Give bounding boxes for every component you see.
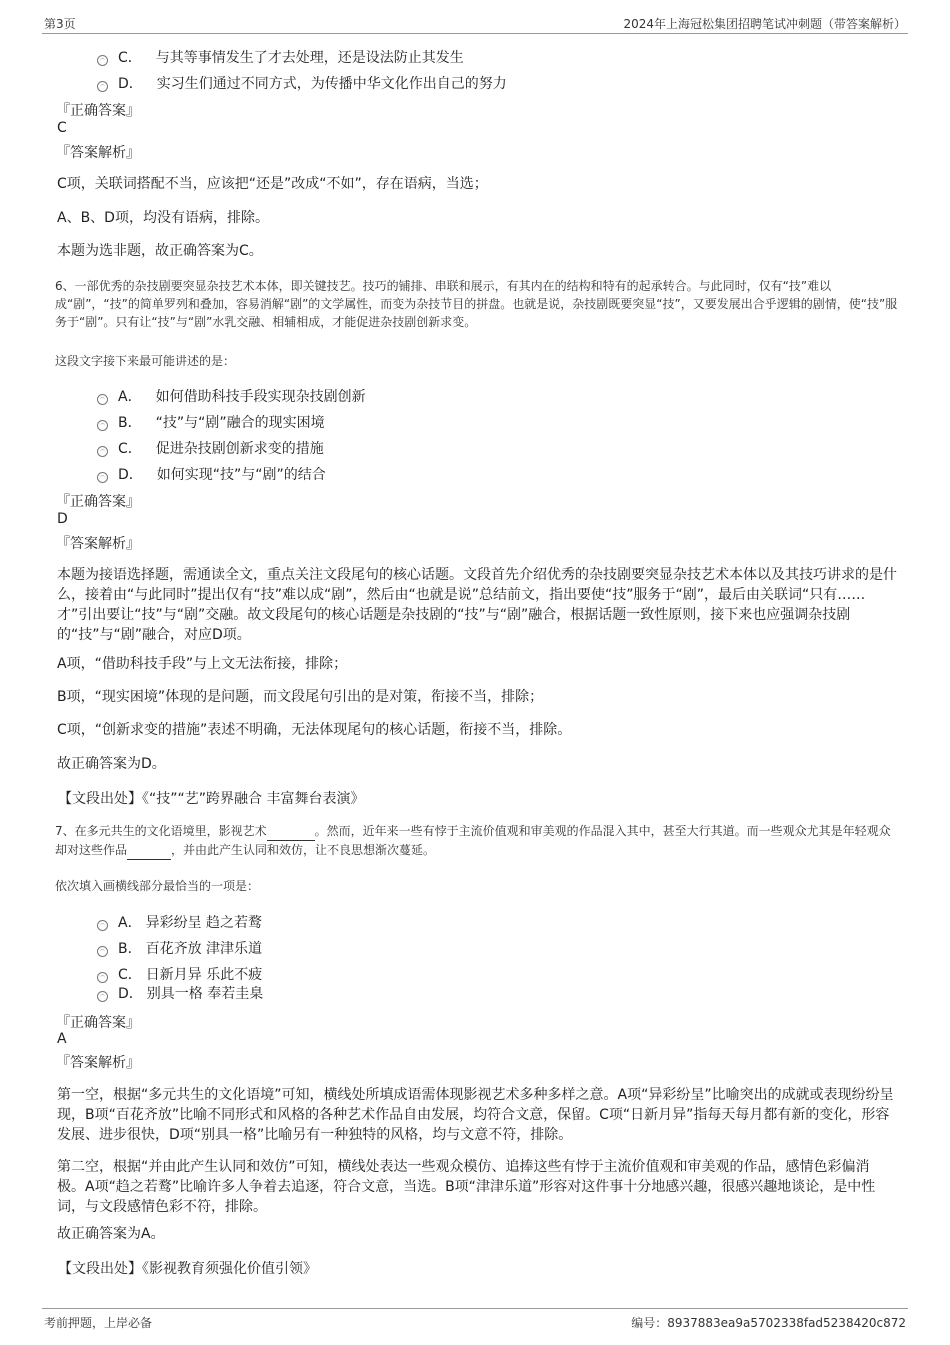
analysis-paragraph: 本题为接语选择题，需通读全文，重点关注文段尾句的核心话题。文段首先介绍优秀的杂技剧要突显杂技艺术本体以及其技巧讲求的是什么，接着由“与此同时”提出仅有“技”难以成“剧”，然后由“也就是说”总结前文，指出要使“技”服务于“剧”，最后由关联词“只有……才”引出要让“技”与“剧”交融。故文段尾句的核心话题是杂技剧的“技”与“剧”融合，根据话题一致性原则，接下来也应强调杂技剧的“技”与“剧”融合，对应D项。 xyxy=(57,567,897,643)
analysis-paragraph: 第一空，根据“多元共生的文化语境”可知，横线处所填成语需体现影视艺术多种多样之意。A项“异彩纷呈”比喻突出的成就或表现纷纷呈现，B项“百花齐放”比喻不同形式和风格的各种艺术作品自由发展，均符合文意，保留。C项“日新月异”指每天每月都有新的变化，形容发展、进步很快，D项“别具一格”比喻另有一种独特的风格，均与文意不符，排除。 xyxy=(57,1087,894,1143)
radio-icon[interactable] xyxy=(97,991,108,1002)
answer-value: D xyxy=(57,511,68,527)
analysis-paragraph: 第二空，根据“并由此产生认同和效仿”可知，横线处表达一些观众模仿、追捧这些有悖于主流价值观和审美观的作品，感情色彩偏消极。A项“趋之若鹜”比喻许多人争着去追逐，符合文意，当选。B项“津津乐道”形容对这件事十分地感兴趣，很感兴趣地谈论，是中性词，与文段感情色彩不符，排除。 xyxy=(57,1159,876,1215)
analysis-label: 『答案解析』 xyxy=(56,1055,140,1071)
analysis-paragraph: 本题为选非题，故正确答案为C。 xyxy=(57,243,263,259)
answer-value: A xyxy=(57,1031,67,1047)
radio-icon[interactable] xyxy=(97,81,108,92)
footer-divider xyxy=(42,1308,908,1309)
source-citation: 【文段出处】《“技”“艺”跨界融合 丰富舞台表演》 xyxy=(58,791,365,807)
fill-blank-1[interactable] xyxy=(267,822,315,841)
analysis-paragraph: C项，关联词搭配不当，应该把“还是”改成“不如”，存在语病，当选； xyxy=(57,176,488,192)
analysis-paragraph: 故正确答案为A。 xyxy=(57,1226,165,1242)
answer-label: 『正确答案』 xyxy=(56,1015,140,1031)
question-6-text: 6、一部优秀的杂技剧要突显杂技艺术本体，即关键技艺。技巧的铺排、串联和展示，有其内在的结构和特有的起承转合。与此同时，仅有“技”难以成“剧”，“技”的简单罗列和叠加，容易消解“剧”的文学属性，而变为杂技节目的拼盘。也就是说，杂技剧既要突显“技”，又要发展出合乎逻辑的剧情，使“技”服务于“剧”。只有让“技”与“剧”水乳交融、相辅相成，才能促进杂技剧创新求变。 xyxy=(55,279,898,329)
q6-option-a[interactable]: A． 如何借助科技手段实现杂技剧创新 xyxy=(97,386,366,406)
radio-icon[interactable] xyxy=(97,446,108,457)
q6-option-d[interactable]: D． 如何实现“技”与“剧”的结合 xyxy=(97,464,326,484)
source-citation: 【文段出处】《影视教育须强化价值引领》 xyxy=(58,1261,317,1277)
fill-blank-2[interactable] xyxy=(127,841,171,860)
analysis-paragraph: C项，“创新求变的措施”表述不明确，无法体现尾句的核心话题，衔接不当，排除。 xyxy=(57,722,572,738)
q5-option-d[interactable]: D． 实习生们通过不同方式，为传播中华文化作出自己的努力 xyxy=(97,73,507,93)
footer-code: 编号：8937883ea9a5702338fad5238420c872 xyxy=(631,1316,906,1330)
q7-option-b[interactable]: B． 百花齐放 津津乐道 xyxy=(97,938,262,958)
analysis-paragraph: B项，“现实困境”体现的是问题，而文段尾句引出的是对策，衔接不当，排除； xyxy=(57,689,544,705)
page-number: 第3页 xyxy=(44,17,76,31)
radio-icon[interactable] xyxy=(97,420,108,431)
radio-icon[interactable] xyxy=(97,472,108,483)
question-7-text: 7、在多元共生的文化语境里，影视艺术 。然而，近年来一些有悖于主流价值观和审美观的作品混入其中，甚至大行其道。而一些观众尤其是年轻观众却对这些作品 ，并由此产生认同和效仿，让不良思想渐次蔓延。 xyxy=(55,822,900,860)
analysis-label: 『答案解析』 xyxy=(56,536,140,552)
analysis-paragraph: A项，“借助科技手段”与上文无法衔接，排除； xyxy=(57,656,348,672)
q7-option-c[interactable]: C． 日新月异 乐此不疲 xyxy=(97,964,262,984)
document-title: 2024年上海冠松集团招聘笔试冲刺题（带答案解析） xyxy=(623,17,906,31)
answer-value: C xyxy=(57,120,67,136)
q7-option-d[interactable]: D． 别具一格 奉若圭臬 xyxy=(97,983,263,1003)
radio-icon[interactable] xyxy=(97,946,108,957)
question-6-prompt: 这段文字接下来最可能讲述的是： xyxy=(55,354,236,368)
header-divider xyxy=(42,33,908,34)
footer-slogan: 考前押题，上岸必备 xyxy=(44,1316,153,1330)
analysis-paragraph: 故正确答案为D。 xyxy=(57,756,166,772)
radio-icon[interactable] xyxy=(97,972,108,983)
question-7-prompt: 依次填入画横线部分最恰当的一项是： xyxy=(55,879,260,893)
radio-icon[interactable] xyxy=(97,394,108,405)
analysis-label: 『答案解析』 xyxy=(56,145,140,161)
radio-icon[interactable] xyxy=(97,55,108,66)
analysis-paragraph: A、B、D项，均没有语病，排除。 xyxy=(57,210,269,226)
q6-option-b[interactable]: B． “技”与“剧”融合的现实困境 xyxy=(97,412,325,432)
radio-icon[interactable] xyxy=(97,920,108,931)
q7-option-a[interactable]: A． 异彩纷呈 趋之若鹜 xyxy=(97,912,262,932)
answer-label: 『正确答案』 xyxy=(56,494,140,510)
q6-option-c[interactable]: C． 促进杂技剧创新求变的措施 xyxy=(97,438,324,458)
q5-option-c[interactable]: C． 与其等事情发生了才去处理，还是设法防止其发生 xyxy=(97,47,464,67)
answer-label: 『正确答案』 xyxy=(56,103,140,119)
